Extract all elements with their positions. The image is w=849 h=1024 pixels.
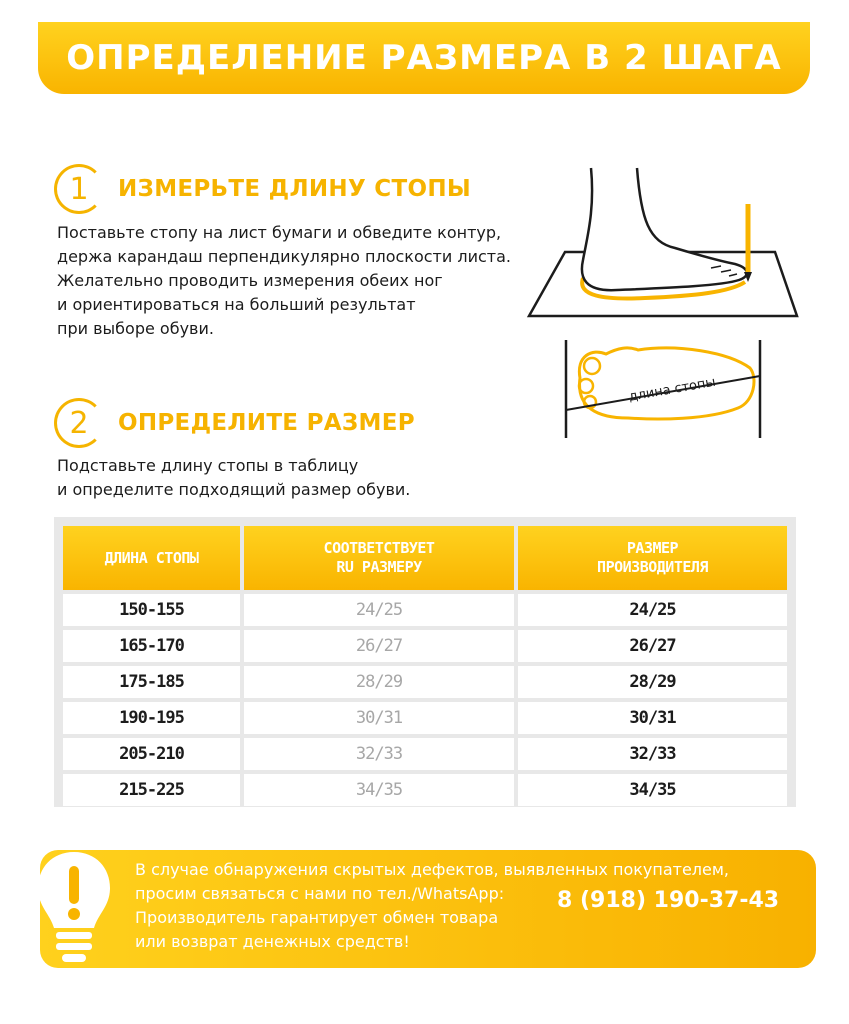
step-1-number: 1 — [54, 164, 104, 214]
step-1-line: Поставьте стопу на лист бумаги и обведите контур, — [57, 223, 502, 242]
bulb-base-ring — [56, 943, 92, 950]
header-line: ПРОИЗВОДИТЕЛЯ — [597, 558, 708, 576]
lightbulb-warning-icon — [34, 848, 114, 966]
cell-ru-size: 26/27 — [244, 630, 514, 662]
step-1-line: и ориентироваться на больший результат — [57, 295, 416, 314]
table-row — [63, 594, 787, 626]
notice-line: В случае обнаружения скрытых дефектов, выявленных покупателем, — [135, 860, 730, 879]
cell-ru-size: 34/35 — [244, 774, 514, 806]
cell-foot-length: 175-185 — [63, 666, 240, 698]
step-2-line: и определите подходящий размер обуви. — [57, 480, 411, 499]
step-1-line: держа карандаш перпендикулярно плоскости листа. — [57, 247, 511, 266]
cell-manufacturer-size: 28/29 — [518, 666, 787, 698]
notice-line: Производитель гарантирует обмен товара — [135, 908, 499, 927]
header-line: ДЛИНА СТОПЫ — [104, 548, 199, 567]
header-ru-size — [244, 526, 514, 590]
notice-line: или возврат денежных средств! — [135, 932, 410, 951]
exclamation-dot — [68, 908, 80, 920]
step-1-heading — [54, 164, 471, 214]
bulb-base-tip — [62, 954, 86, 962]
foot-length-illustration — [558, 338, 768, 442]
step-2-description — [57, 454, 410, 502]
step-2-heading — [54, 398, 415, 448]
cell-foot-length: 165-170 — [63, 630, 240, 662]
foot-length-label: длина стопы — [627, 374, 717, 405]
cell-ru-size: 30/31 — [244, 702, 514, 734]
step-2-line: Подставьте длину стопы в таблицу — [57, 456, 359, 475]
size-table — [54, 517, 796, 807]
table-row — [63, 702, 787, 734]
foot-on-paper-illustration — [525, 160, 805, 320]
step-2-number: 2 — [54, 398, 104, 448]
cell-foot-length: 150-155 — [63, 594, 240, 626]
table-header-row — [63, 526, 787, 590]
cell-foot-length: 205-210 — [63, 738, 240, 770]
step-2-title: ОПРЕДЕЛИТЕ РАЗМЕР — [118, 410, 415, 436]
header-banner — [38, 22, 810, 94]
table-row — [63, 738, 787, 770]
header-line: РАЗМЕР — [626, 539, 679, 557]
cell-manufacturer-size: 24/25 — [518, 594, 787, 626]
page-title: ОПРЕДЕЛЕНИЕ РАЗМЕРА В 2 ШАГА — [66, 38, 782, 78]
header-line: RU РАЗМЕРУ — [336, 558, 422, 576]
table-row — [63, 666, 787, 698]
phone-number: 8 (918) 190-37-43 — [557, 888, 780, 913]
table-row — [63, 630, 787, 662]
header-foot-length — [63, 526, 240, 590]
step-1-title: ИЗМЕРЬТЕ ДЛИНУ СТОПЫ — [118, 176, 472, 202]
cell-manufacturer-size: 34/35 — [518, 774, 787, 806]
step-1-description — [57, 221, 511, 341]
cell-ru-size: 32/33 — [244, 738, 514, 770]
step-1-line: при выборе обуви. — [57, 319, 214, 338]
cell-manufacturer-size: 30/31 — [518, 702, 787, 734]
header-line: СООТВЕТСТВУЕТ — [323, 539, 435, 557]
exclamation-mark — [69, 866, 79, 904]
bulb-base-ring — [56, 932, 92, 939]
cell-ru-size: 28/29 — [244, 666, 514, 698]
cell-foot-length: 190-195 — [63, 702, 240, 734]
table-row — [63, 774, 787, 806]
cell-manufacturer-size: 26/27 — [518, 630, 787, 662]
header-manufacturer-size — [518, 526, 787, 590]
cell-ru-size: 24/25 — [244, 594, 514, 626]
step-1-line: Желательно проводить измерения обеих ног — [57, 271, 443, 290]
cell-manufacturer-size: 32/33 — [518, 738, 787, 770]
notice-line: просим связаться с нами по тел./WhatsApp: — [135, 884, 505, 903]
cell-foot-length: 215-225 — [63, 774, 240, 806]
